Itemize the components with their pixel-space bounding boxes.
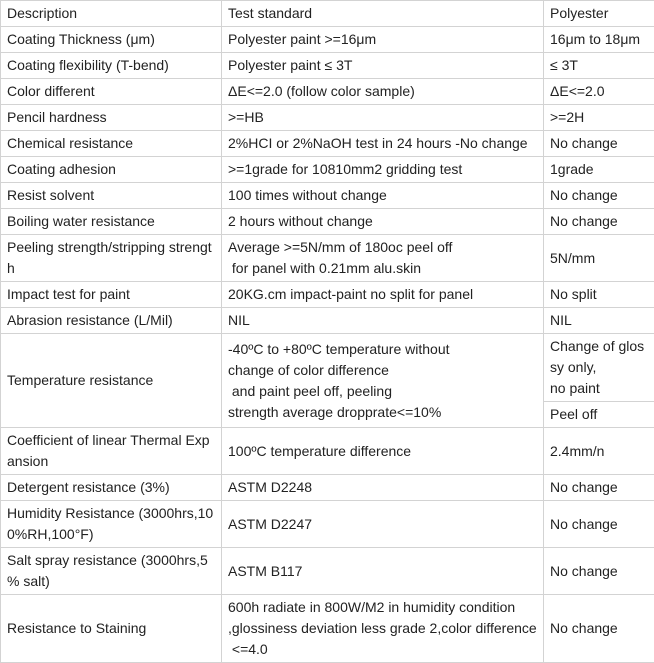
table-row bbox=[1, 475, 654, 501]
table-row bbox=[1, 27, 654, 53]
polyester-cell: No change bbox=[544, 131, 654, 157]
description-cell: Boiling water resistance bbox=[1, 209, 222, 235]
description-cell: Detergent resistance (3%) bbox=[1, 475, 222, 501]
table-row bbox=[1, 131, 654, 157]
standard-cell: ASTM D2247 bbox=[222, 501, 544, 548]
polyester-cell: No change bbox=[544, 209, 654, 235]
polyester-cell: 16μm to 18μm bbox=[544, 27, 654, 53]
description-cell: Abrasion resistance (L/Mil) bbox=[1, 308, 222, 334]
table-row bbox=[1, 595, 654, 663]
standard-cell: Average >=5N/mm of 180oc peel off for panel with 0.21mm alu.skin bbox=[222, 235, 544, 282]
description-cell: Humidity Resistance (3000hrs,10 0%RH,100°F) bbox=[1, 501, 222, 548]
standard-cell: 20KG.cm impact-paint no split for panel bbox=[222, 282, 544, 308]
description-cell: Color different bbox=[1, 79, 222, 105]
table-row bbox=[1, 53, 654, 79]
standard-cell: 2 hours without change bbox=[222, 209, 544, 235]
description-cell: Coating Thickness (μm) bbox=[1, 27, 222, 53]
standard-cell: ASTM D2248 bbox=[222, 475, 544, 501]
description-cell: Salt spray resistance (3000hrs,5 % salt) bbox=[1, 548, 222, 595]
standard-cell: 600h radiate in 800W/M2 in humidity condition ,glossiness deviation less grade 2,color difference <=4.0 bbox=[222, 595, 544, 663]
table-row bbox=[1, 282, 654, 308]
description-cell: Coating flexibility (T-bend) bbox=[1, 53, 222, 79]
standard-cell: 100ºC temperature difference bbox=[222, 428, 544, 475]
polyester-cell: >=2H bbox=[544, 105, 654, 131]
standard-cell: >=HB bbox=[222, 105, 544, 131]
header-row bbox=[1, 1, 654, 27]
standard-cell: Polyester paint >=16μm bbox=[222, 27, 544, 53]
standard-cell: ASTM B117 bbox=[222, 548, 544, 595]
polyester-cell: Change of glos sy only, no paint bbox=[544, 334, 654, 402]
standard-cell: Polyester paint ≤ 3T bbox=[222, 53, 544, 79]
table-row bbox=[1, 183, 654, 209]
description-cell: Coefficient of linear Thermal Exp ansion bbox=[1, 428, 222, 475]
standard-cell: >=1grade for 10810mm2 gridding test bbox=[222, 157, 544, 183]
standard-cell: ΔE<=2.0 (follow color sample) bbox=[222, 79, 544, 105]
standard-cell: 100 times without change bbox=[222, 183, 544, 209]
description-cell: Temperature resistance bbox=[1, 334, 222, 428]
table-row bbox=[1, 157, 654, 183]
standard-cell: NIL bbox=[222, 308, 544, 334]
table-row bbox=[1, 105, 654, 131]
header-standard: Test standard bbox=[222, 1, 544, 27]
polyester-cell: No split bbox=[544, 282, 654, 308]
table-row bbox=[1, 235, 654, 282]
description-cell: Peeling strength/stripping strengt h bbox=[1, 235, 222, 282]
table-row bbox=[1, 501, 654, 548]
description-cell: Impact test for paint bbox=[1, 282, 222, 308]
description-cell: Pencil hardness bbox=[1, 105, 222, 131]
polyester-cell: No change bbox=[544, 183, 654, 209]
description-cell: Chemical resistance bbox=[1, 131, 222, 157]
polyester-cell: No change bbox=[544, 475, 654, 501]
description-cell: Coating adhesion bbox=[1, 157, 222, 183]
header-polyester: Polyester bbox=[544, 1, 654, 27]
standard-cell: -40ºC to +80ºC temperature without change of color difference and paint peel off, peeling strength average dropprate<=10% bbox=[222, 334, 544, 428]
description-cell: Resistance to Staining bbox=[1, 595, 222, 663]
polyester-cell: 1grade bbox=[544, 157, 654, 183]
table-row bbox=[1, 79, 654, 105]
polyester-cell: No change bbox=[544, 548, 654, 595]
polyester-cell: No change bbox=[544, 595, 654, 663]
polyester-cell: 5N/mm bbox=[544, 235, 654, 282]
polyester-cell: ≤ 3T bbox=[544, 53, 654, 79]
table-row bbox=[1, 308, 654, 334]
header-description: Description bbox=[1, 1, 222, 27]
polyester-cell: 2.4mm/n bbox=[544, 428, 654, 475]
description-cell: Resist solvent bbox=[1, 183, 222, 209]
polyester-cell: NIL bbox=[544, 308, 654, 334]
table-row bbox=[1, 428, 654, 475]
polyester-cell: Peel off bbox=[544, 402, 654, 428]
table-row bbox=[1, 548, 654, 595]
standard-cell: 2%HCI or 2%NaOH test in 24 hours -No change bbox=[222, 131, 544, 157]
polyester-cell: ΔE<=2.0 bbox=[544, 79, 654, 105]
table-row bbox=[1, 334, 654, 402]
polyester-cell: No change bbox=[544, 501, 654, 548]
table-row bbox=[1, 209, 654, 235]
